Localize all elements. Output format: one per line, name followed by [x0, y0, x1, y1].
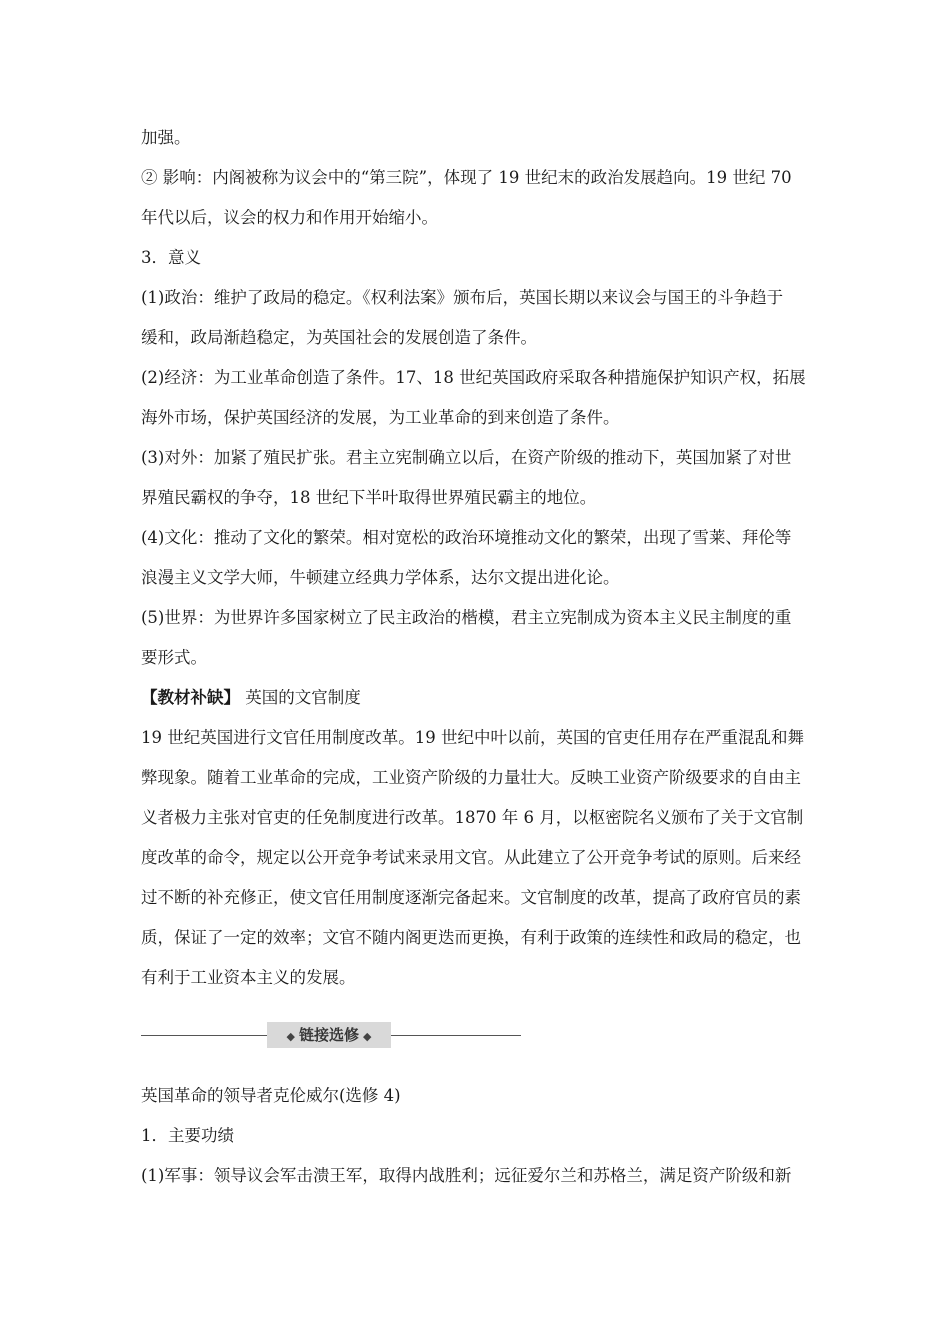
text-line: 过不断的补充修正，使文官任用制度逐渐完备起来。文官制度的改革，提高了政府官员的素: [141, 888, 801, 907]
text-line: 浪漫主义文学大师，牛顿建立经典力学体系，达尔文提出进化论。: [141, 568, 620, 587]
text-line: 加强。: [141, 128, 191, 147]
text-line: 缓和，政局渐趋稳定，为英国社会的发展创造了条件。: [141, 328, 537, 347]
text-line: 质，保证了一定的效率；文官不随内阁更迭而更换，有利于政策的连续性和政局的稳定，也: [141, 928, 801, 947]
supplement-heading: [141, 678, 813, 718]
text-line: 要形式。: [141, 648, 207, 667]
supplement-title: 英国的文官制度: [240, 688, 361, 707]
diamond-icon: ◆: [363, 1030, 372, 1043]
divider-text: 链接选修: [298, 1026, 359, 1044]
text-line: (3)对外：加紧了殖民扩张。君主立宪制确立以后，在资产阶级的推动下，英国加紧了对世: [141, 448, 792, 467]
text-line: (1)军事：领导议会军击溃王军，取得内战胜利；远征爱尔兰和苏格兰，满足资产阶级和新: [141, 1166, 792, 1185]
document-page: [141, 118, 813, 1196]
text-line: (4)文化：推动了文化的繁荣。相对宽松的政治环境推动文化的繁荣，出现了雪莱、拜伦等: [141, 528, 792, 547]
text-line: 海外市场，保护英国经济的发展，为工业革命的到来创造了条件。: [141, 408, 620, 427]
divider-label: [267, 1022, 391, 1048]
text-line: (1)政治：维护了政局的稳定。《权利法案》颁布后，英国长期以来议会与国王的斗争趋于: [141, 288, 784, 307]
text-line: (2)经济：为工业革命创造了条件。17、18 世纪英国政府采取各种措施保护知识产权，拓展: [141, 368, 806, 387]
text-line: 义者极力主张对官吏的任免制度进行改革。1870 年 6 月，以枢密院名义颁布了关于文官制: [141, 808, 804, 827]
text-line: ② 影响：内阁被称为议会中的“第三院”，体现了 19 世纪末的政治发展趋向。19 世纪 70: [141, 168, 792, 187]
supplement-tag: 【教材补缺】: [141, 688, 240, 707]
diamond-icon: ◆: [286, 1030, 295, 1043]
text-line: 界殖民霸权的争夺，18 世纪下半叶取得世界殖民霸主的地位。: [141, 488, 597, 507]
text-line: 19 世纪英国进行文官任用制度改革。19 世纪中叶以前，英国的官吏任用存在严重混乱和舞: [141, 728, 804, 747]
text-line: (5)世界：为世界许多国家树立了民主政治的楷模，君主立宪制成为资本主义民主制度的重: [141, 608, 792, 627]
section-heading: 3．意义: [141, 248, 201, 267]
text-line: 弊现象。随着工业革命的完成，工业资产阶级的力量壮大。反映工业资产阶级要求的自由主: [141, 768, 801, 787]
text-line: 度改革的命令，规定以公开竞争考试来录用文官。从此建立了公开竞争考试的原则。后来经: [141, 848, 801, 867]
text-line: 英国革命的领导者克伦威尔(选修 4): [141, 1086, 401, 1105]
text-line: 年代以后，议会的权力和作用开始缩小。: [141, 208, 438, 227]
section-heading: 1．主要功绩: [141, 1126, 234, 1145]
text-line: 有利于工业资本主义的发展。: [141, 968, 356, 987]
section-divider: [141, 1016, 521, 1056]
